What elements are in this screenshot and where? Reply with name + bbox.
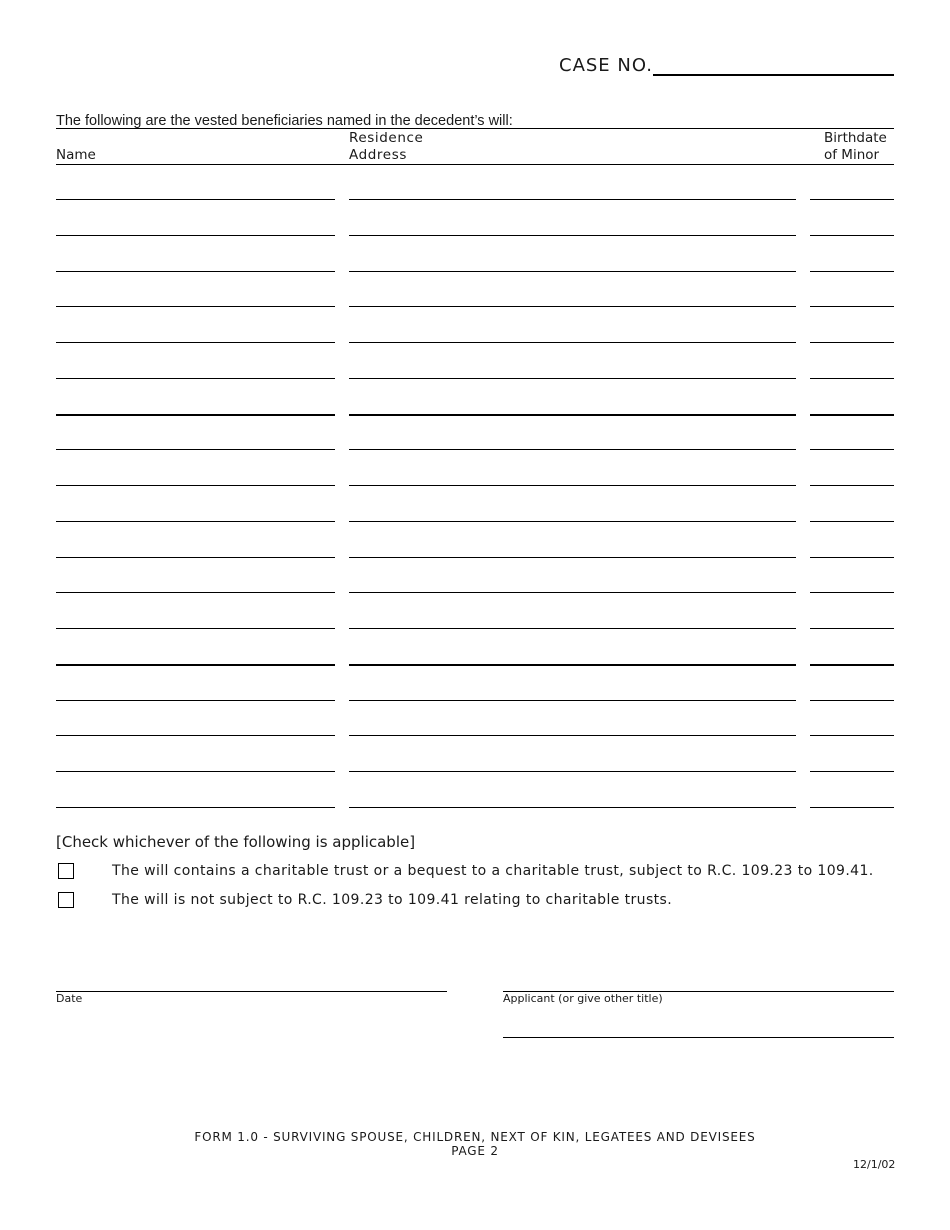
- name-line[interactable]: [56, 557, 335, 558]
- address-line[interactable]: [349, 735, 796, 736]
- name-line[interactable]: [56, 199, 335, 200]
- address-line[interactable]: [349, 628, 796, 629]
- name-line[interactable]: [56, 378, 335, 379]
- name-line[interactable]: [56, 235, 335, 236]
- birthdate-line[interactable]: [810, 700, 894, 701]
- address-line[interactable]: [349, 485, 796, 486]
- column-header-birthdate-line2: of Minor: [824, 147, 880, 163]
- column-header-residence-line1: Residence: [349, 130, 424, 146]
- column-header-residence: [349, 130, 423, 164]
- name-line[interactable]: [56, 700, 335, 701]
- birthdate-line[interactable]: [810, 378, 894, 379]
- address-line[interactable]: [349, 199, 796, 200]
- address-line[interactable]: [349, 557, 796, 558]
- address-line[interactable]: [349, 342, 796, 343]
- name-line[interactable]: [56, 664, 335, 666]
- name-line[interactable]: [56, 306, 335, 307]
- form-title: FORM 1.0 - SURVIVING SPOUSE, CHILDREN, NEXT OF KIN, LEGATEES AND DEVISEES: [194, 1130, 756, 1144]
- name-line[interactable]: [56, 449, 335, 450]
- charitable-trust-option-label: The will contains a charitable trust or a bequest to a charitable trust, subject to R.C. 109.23 to 109.41.: [112, 863, 874, 879]
- applicant-title-line[interactable]: [503, 1037, 894, 1038]
- name-line[interactable]: [56, 771, 335, 772]
- address-line[interactable]: [349, 771, 796, 772]
- applicant-label: Applicant (or give other title): [503, 992, 663, 1005]
- date-label: Date: [56, 992, 83, 1005]
- revision-date: 12/1/02: [853, 1158, 896, 1171]
- name-line[interactable]: [56, 485, 335, 486]
- header-top-rule: [56, 128, 894, 129]
- birthdate-line[interactable]: [810, 592, 894, 593]
- birthdate-line[interactable]: [810, 807, 894, 808]
- name-line[interactable]: [56, 807, 335, 808]
- case-no-field[interactable]: [653, 74, 894, 76]
- birthdate-line[interactable]: [810, 521, 894, 522]
- birthdate-line[interactable]: [810, 628, 894, 629]
- birthdate-line[interactable]: [810, 557, 894, 558]
- name-line[interactable]: [56, 342, 335, 343]
- case-no-label: CASE NO.: [559, 55, 654, 76]
- name-line[interactable]: [56, 414, 335, 416]
- address-line[interactable]: [349, 592, 796, 593]
- not-charitable-option-label: The will is not subject to R.C. 109.23 to 109.41 relating to charitable trusts.: [112, 892, 673, 908]
- date-line[interactable]: [56, 991, 447, 992]
- birthdate-line[interactable]: [810, 414, 894, 416]
- birthdate-line[interactable]: [810, 342, 894, 343]
- name-line[interactable]: [56, 521, 335, 522]
- birthdate-line[interactable]: [810, 664, 894, 666]
- header-bottom-rule: [56, 164, 894, 165]
- column-header-name: Name: [56, 147, 96, 163]
- birthdate-line[interactable]: [810, 449, 894, 450]
- column-header-birthdate-line1: Birthdate: [824, 130, 887, 146]
- birthdate-line[interactable]: [810, 271, 894, 272]
- birthdate-line[interactable]: [810, 735, 894, 736]
- address-line[interactable]: [349, 378, 796, 379]
- name-line[interactable]: [56, 592, 335, 593]
- address-line[interactable]: [349, 414, 796, 416]
- address-line[interactable]: [349, 521, 796, 522]
- address-line[interactable]: [349, 271, 796, 272]
- address-line[interactable]: [349, 700, 796, 701]
- address-line[interactable]: [349, 235, 796, 236]
- birthdate-line[interactable]: [810, 235, 894, 236]
- birthdate-line[interactable]: [810, 771, 894, 772]
- page-number: PAGE 2: [451, 1144, 499, 1158]
- birthdate-line[interactable]: [810, 199, 894, 200]
- name-line[interactable]: [56, 271, 335, 272]
- not-charitable-checkbox[interactable]: [58, 892, 74, 908]
- birthdate-line[interactable]: [810, 306, 894, 307]
- address-line[interactable]: [349, 449, 796, 450]
- column-header-residence-line2: Address: [349, 147, 407, 163]
- charitable-trust-checkbox[interactable]: [58, 863, 74, 879]
- beneficiaries-intro: The following are the vested beneficiaries named in the decedent’s will:: [56, 113, 513, 129]
- column-header-birthdate: [824, 130, 887, 164]
- address-line[interactable]: [349, 664, 796, 666]
- birthdate-line[interactable]: [810, 485, 894, 486]
- address-line[interactable]: [349, 807, 796, 808]
- name-line[interactable]: [56, 735, 335, 736]
- address-line[interactable]: [349, 306, 796, 307]
- charitable-instruction: [Check whichever of the following is applicable]: [56, 833, 416, 851]
- name-line[interactable]: [56, 628, 335, 629]
